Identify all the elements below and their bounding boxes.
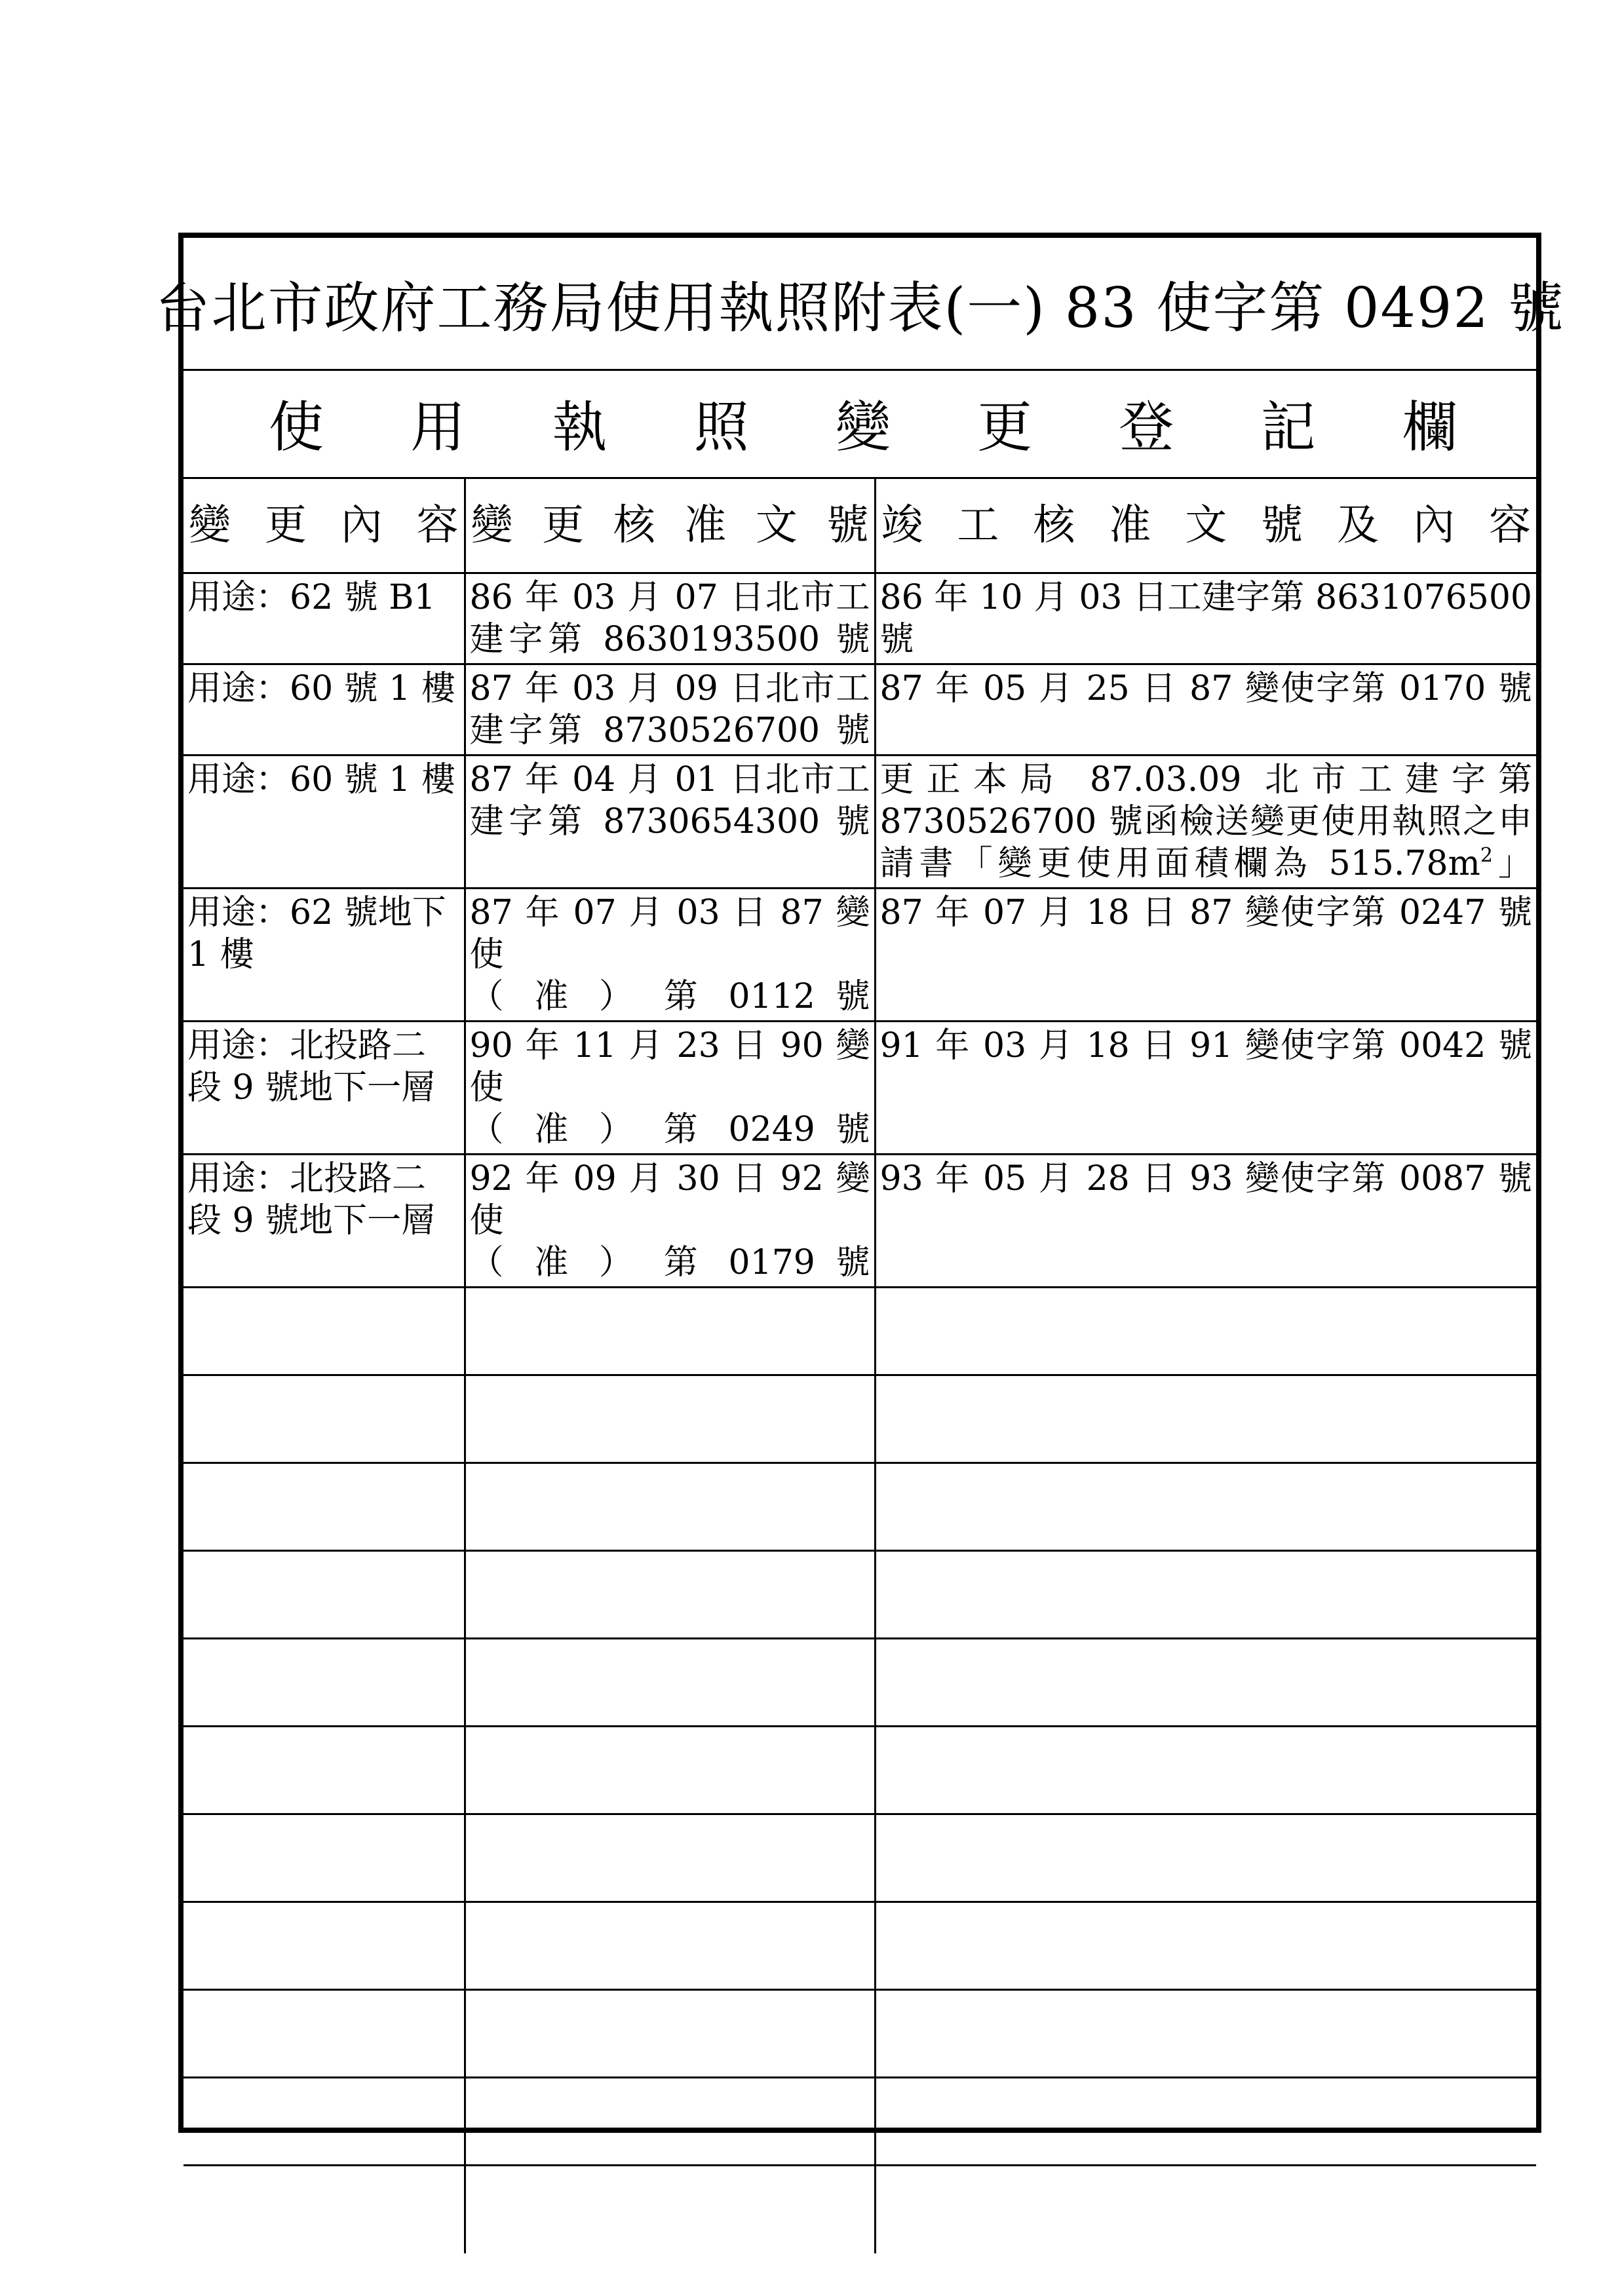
section-title-char: 使 [269,395,324,459]
completion-line: 8730526700 號函檢送變更使用執照之申 [879,802,1532,841]
completion-cell [875,664,1536,756]
section-title-char: 變 [835,395,891,459]
approval-line: （ 准 ） 第 0112 號 [469,977,870,1016]
empty-table-row [183,1551,1536,1639]
approval-cell [465,1155,875,1288]
approval-line: 87 年 07 月 03 日 87 變使 [469,893,870,974]
empty-cell [875,1551,1536,1639]
change-line: 段 9 號地下一層 [187,1068,436,1107]
empty-table-row [183,1639,1536,1727]
approval-line: 87 年 03 月 09 日北市工 [469,669,870,708]
column-header-completion: 竣 工 核 准 文 號 及 內 容 [875,479,1536,573]
completion-line: 87 年 05 月 25 日 87 變使字第 0170 號 [879,669,1532,708]
empty-cell [875,1814,1536,1902]
section-title-char: 執 [552,395,608,459]
change-line: 用途：62 號地下 [187,893,446,932]
empty-cell [875,1463,1536,1551]
table-row [183,1155,1536,1288]
completion-cell [875,573,1536,664]
section-title-char: 照 [693,395,749,459]
table-row [183,664,1536,756]
completion-line: 93 年 05 月 28 日 93 變使字第 0087 號 [879,1159,1532,1198]
empty-cell [183,1990,465,2078]
approval-cell [465,1022,875,1155]
completion-line: 86 年 10 月 03 日工建字第 8631076500 號 [879,578,1532,659]
empty-table-row [183,1375,1536,1463]
empty-cell [465,1902,875,1990]
empty-cell [183,1551,465,1639]
form-title: 台北市政府工務局使用執照附表(一) 83 使字第 0492 號 [183,238,1536,371]
completion-cell [875,889,1536,1022]
empty-cell [465,1727,875,1814]
approval-line: （ 准 ） 第 0179 號 [469,1243,870,1282]
empty-cell [465,1288,875,1375]
empty-cell [183,2078,465,2166]
section-title [183,369,1536,479]
completion-line-text: 請書「變更使用面積欄為 515.78m [879,844,1480,883]
empty-cell [465,2166,875,2253]
approval-line: 建字第 8730526700 號 [469,711,870,750]
empty-cell [465,2078,875,2166]
completion-cell [875,756,1536,889]
table-row [183,573,1536,664]
empty-cell [875,1727,1536,1814]
column-header-approval: 變 更 核 准 文 號 [465,479,875,573]
empty-table-row [183,1727,1536,1814]
approval-cell [465,664,875,756]
change-text: 用途：60 號 1 樓 [187,760,455,799]
completion-line [880,843,1533,885]
approval-line: （ 准 ） 第 0249 號 [469,1110,870,1149]
empty-cell [465,1639,875,1727]
empty-cell [183,1727,465,1814]
table-row [183,756,1536,889]
completion-cell [875,1155,1536,1288]
empty-cell [183,1814,465,1902]
table-row [183,889,1536,1022]
section-title-char: 欄 [1402,395,1457,459]
empty-table-row [183,1814,1536,1902]
empty-table-row [183,1463,1536,1551]
empty-cell [183,1375,465,1463]
approval-line: 86 年 03 月 07 日北市工 [469,578,870,617]
empty-table-row [183,2078,1536,2166]
empty-table-row [183,1288,1536,1375]
completion-line: 87 年 07 月 18 日 87 變使字第 0247 號 [879,893,1532,932]
change-cell [183,889,465,1022]
change-text: 用途：60 號 1 樓 [187,669,455,708]
empty-cell [875,1288,1536,1375]
change-cell [183,664,465,756]
column-header-change: 變 更 內 容 [183,479,465,573]
completion-line: 更正本局 87.03.09 北市工建字第 [879,760,1532,799]
section-title-char: 記 [1260,395,1316,459]
license-attachment-form [155,233,1565,2133]
change-register-grid [183,479,1536,2128]
empty-cell [465,1463,875,1551]
approval-line: 87 年 04 月 01 日北市工 [469,760,870,799]
table-header-row [183,479,1536,573]
section-title-char: 登 [1119,395,1174,459]
change-cell [183,573,465,664]
empty-cell [183,1902,465,1990]
empty-cell [183,2166,465,2253]
empty-cell [875,1375,1536,1463]
closing-bracket: 」 [1492,844,1532,883]
change-text: 用途：62 號 B1 [187,578,436,617]
empty-cell [465,1990,875,2078]
approval-line: 92 年 09 月 30 日 92 變使 [469,1159,870,1240]
empty-cell [465,1551,875,1639]
change-cell [183,756,465,889]
section-title-char: 用 [410,395,466,459]
approval-line: 建字第 8630193500 號 [469,620,870,659]
empty-cell [875,2166,1536,2253]
empty-cell [183,1288,465,1375]
change-line: 用途：北投路二 [187,1026,427,1065]
change-cell [183,1022,465,1155]
approval-cell [465,756,875,889]
table-row [183,1022,1536,1155]
change-cell [183,1155,465,1288]
change-line: 用途：北投路二 [187,1159,427,1198]
empty-cell [183,1639,465,1727]
completion-line: 91 年 03 月 18 日 91 變使字第 0042 號 [879,1026,1532,1065]
superscript: 2 [1480,844,1493,867]
completion-cell [875,1022,1536,1155]
empty-cell [465,1814,875,1902]
empty-cell [875,1902,1536,1990]
empty-cell [875,1990,1536,2078]
empty-cell [875,1639,1536,1727]
approval-cell [465,573,875,664]
approval-line: 90 年 11 月 23 日 90 變使 [469,1026,870,1107]
empty-cell [875,2078,1536,2166]
section-title-char: 更 [977,395,1033,459]
empty-cell [183,1463,465,1551]
change-register-table [183,479,1536,2253]
approval-line: 建字第 8730654300 號 [469,802,870,841]
change-line: 段 9 號地下一層 [187,1201,436,1240]
change-line: 1 樓 [187,935,254,974]
approval-cell [465,889,875,1022]
empty-table-row [183,2166,1536,2253]
empty-table-row [183,1902,1536,1990]
empty-table-row [183,1990,1536,2078]
empty-cell [465,1375,875,1463]
